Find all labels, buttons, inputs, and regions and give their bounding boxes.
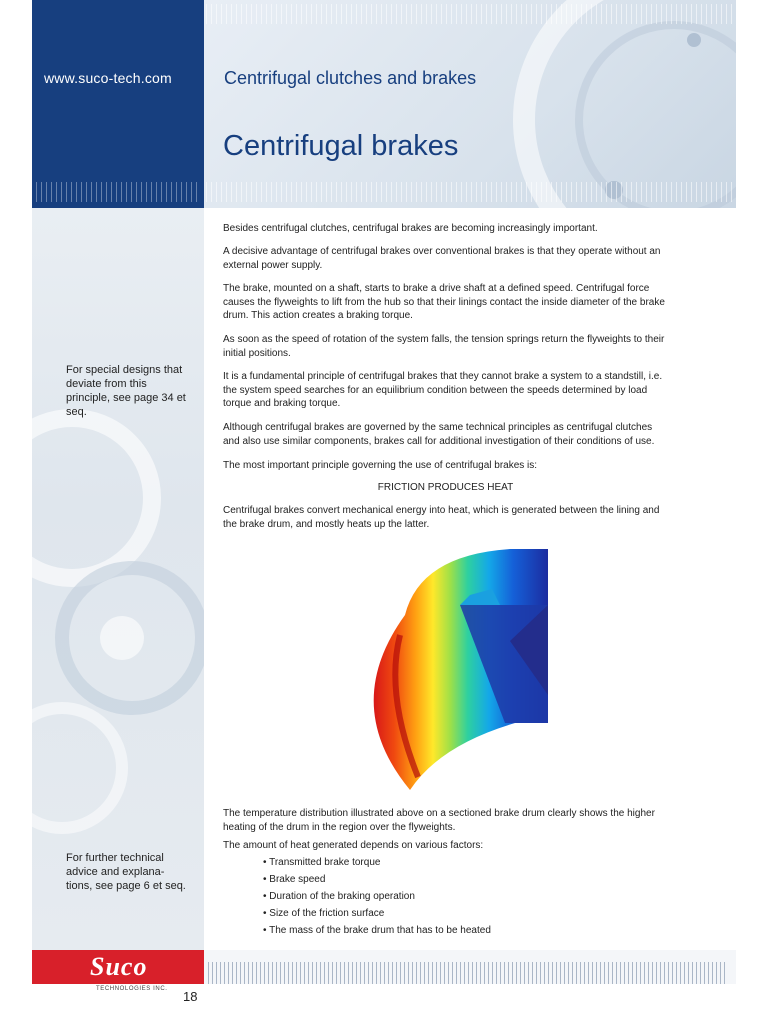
page-number: 18 — [183, 989, 198, 1004]
sidebar-decoration — [32, 208, 204, 950]
logo-subtitle: TECHNOLOGIES INC. — [96, 986, 168, 992]
section-title: Centrifugal clutches and brakes — [224, 68, 477, 88]
figure-caption: The temperature distribution illustrated above on a sectioned brake drum clearly shows the higher heating of the drum in the region over the flyweights. — [223, 808, 655, 833]
header-ruler-left — [36, 182, 200, 202]
website-url[interactable]: www.suco-tech.com — [44, 70, 172, 86]
footer-ruler — [208, 962, 728, 984]
sidebar-note-special-designs: For special designs that deviate from this principle, see page 34 et seq. — [66, 364, 186, 418]
header-brand-panel — [32, 0, 204, 208]
factors-intro: The amount of heat generated depends on various factors: — [223, 840, 484, 851]
page-title: Centrifugal brakes — [223, 130, 459, 162]
header-ruler-top — [206, 4, 734, 24]
brake-drum-illustration — [340, 545, 550, 790]
paragraph-4: As soon as the speed of rotation of the system falls, the tension springs return the flyweights to their initial positions. — [223, 334, 665, 359]
paragraph-8: Centrifugal brakes convert mechanical energy into heat, which is generated between the lining and the brake drum, and mostly heats up the latter. — [223, 505, 660, 530]
paragraph-1: Besides centrifugal clutches, centrifugal brakes are becoming increasingly important. — [223, 223, 598, 234]
list-item: • Duration of the braking operation — [263, 891, 415, 902]
suco-logo: Suco — [90, 952, 148, 981]
paragraph-3: The brake, mounted on a shaft, starts to brake a drive shaft at a defined speed. Centrifugal force causes the flyweights to lift from the hub so that their linings contact the inside diameter of the brake drum. This action creates a braking torque. — [223, 283, 665, 321]
paragraph-2: A decisive advantage of centrifugal brakes over conventional brakes is that they operate without an external power supply. — [223, 246, 661, 271]
paragraph-5: It is a fundamental principle of centrifugal brakes that they cannot brake a system to a standstill, i.e. the system speed searches for an equilibrium condition between the speeds determined by load torque and braking torque. — [223, 371, 663, 409]
brake-drum-temperature-figure — [340, 545, 550, 790]
paragraph-6: Although centrifugal brakes are governed by the same technical principles as centrifugal clutches and also use similar components, brakes call for additional investigation of their conditions of use. — [223, 422, 655, 447]
list-item: • Size of the friction surface — [263, 908, 385, 919]
sidebar-background — [32, 208, 204, 950]
header-decoration — [204, 0, 736, 208]
principle-statement: FRICTION PRODUCES HEAT — [377, 482, 514, 493]
header-ruler-right — [206, 182, 734, 202]
list-item: • Brake speed — [263, 874, 326, 885]
list-item: • The mass of the brake drum that has to be heated — [263, 925, 491, 936]
sidebar-note-technical-advice: For further technical advice and explana-tions, see page 6 et seq. — [66, 852, 186, 892]
header-image-panel — [204, 0, 736, 208]
paragraph-7: The most important principle governing the use of centrifugal brakes is: — [223, 460, 538, 471]
factors-list — [263, 854, 663, 939]
list-item: • Transmitted brake torque — [263, 857, 381, 868]
